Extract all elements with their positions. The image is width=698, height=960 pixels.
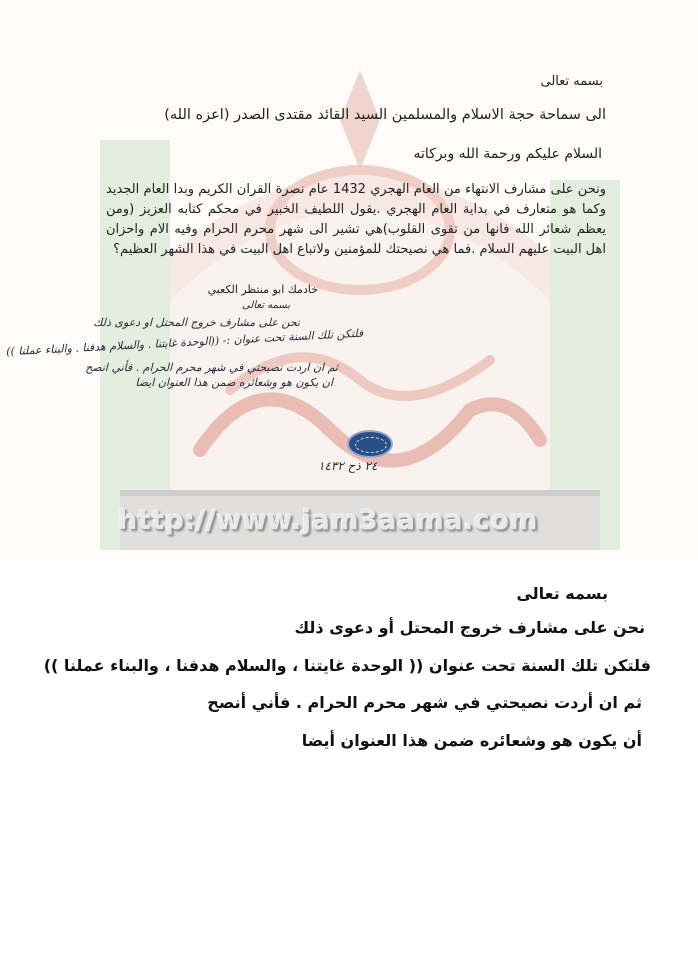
handwritten-line-5: ان يكون هو وشعائره ضمن هذا العنوان ايضا bbox=[135, 376, 333, 389]
letter-opening: بسمه تعالى bbox=[540, 74, 603, 89]
handwritten-line-1: بسمه تعالى bbox=[241, 300, 290, 311]
handwritten-date: ٢٤ ذح ١٤٣٢ bbox=[318, 459, 378, 473]
office-stamp bbox=[347, 430, 393, 458]
letter-greeting: السلام عليكم ورحمة الله وبركاته bbox=[413, 146, 602, 162]
transcription-line-1: بسمه تعالى bbox=[516, 584, 608, 603]
handwritten-line-4: ثم ان اردت نصيحتي في شهر محرم الحرام . فأني انصح bbox=[85, 361, 338, 374]
handwritten-line-2: نحن على مشارف خروج المحتل او دعوى ذلك bbox=[93, 316, 300, 329]
stamp-border bbox=[355, 437, 387, 453]
transcription-line-3: فلتكن تلك السنة تحت عنوان (( الوحدة غايتنا ، والسلام هدفنا ، والبناء عملنا )) bbox=[43, 656, 651, 675]
letter-signature: خادمك ابو منتظر الكعبي bbox=[207, 283, 318, 296]
handwritten-line-3: فلتكن تلك السنة تحت عنوان :- ((الوحدة غايتنا . والسلام هدفنا . والبناء عملنا )) bbox=[5, 326, 364, 359]
transcription-line-4: ثم ان أردت نصيحتي في شهر محرم الحرام . فأني أنصح bbox=[207, 693, 642, 712]
letter-recipient: الى سماحة حجة الاسلام والمسلمين السيد القائد مقتدى الصدر (اعزه الله) bbox=[164, 107, 606, 123]
transcription-line-2: نحن على مشارف خروج المحتل أو دعوى ذلك bbox=[294, 618, 645, 637]
transcription-line-5: أن يكون هو وشعائره ضمن هذا العنوان أيضا bbox=[301, 731, 642, 750]
letter-body: ونحن على مشارف الانتهاء من العام الهجري 1432 عام نصرة القران الكريم وبدا العام الجديد وكما هو متعارف في بداية العام الهجري .يقول اللطيف الخبير في محكم كتابه العزيز (ومن يعظم شعائر الله فانها من تقوى القلوب)هي تشير الى شهر محرم الحرام وفيه الام واحزان اهل البيت عليهم السلام .فما هي نصيحتك للمؤمنين ولاتباع اهل البيت في هذا الشهر العظيم؟ bbox=[106, 182, 606, 257]
watermark-url: http://www.jam3aama.com bbox=[118, 505, 538, 536]
